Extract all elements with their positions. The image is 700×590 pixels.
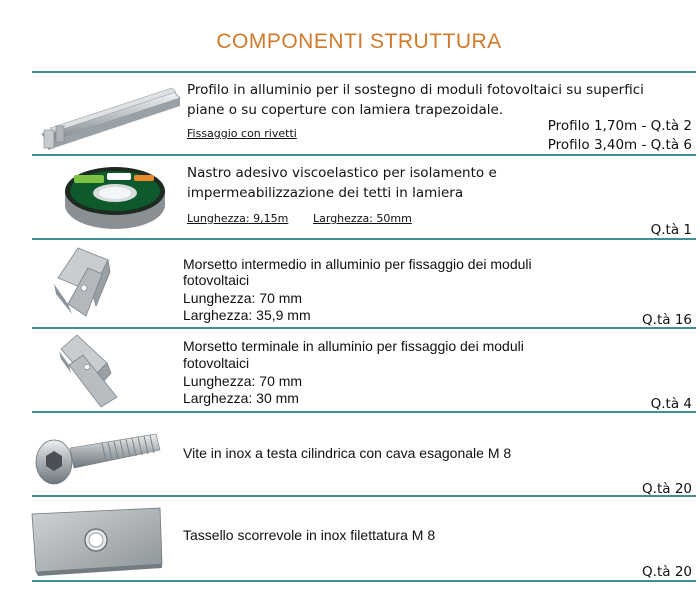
aluminium-rail-image <box>34 84 184 150</box>
middle-clamp-image <box>48 244 126 324</box>
quantity-label: Profilo 1,70m - Q.tà 2 <box>547 118 692 134</box>
quantity-label: Profilo 3,40m - Q.tà 6 <box>547 137 692 153</box>
item-line: Vite in inox a testa cilindrica con cava esagonale M 8 <box>183 445 512 461</box>
tape-roll-image <box>60 161 170 233</box>
item-note: Lunghezza: 9,15m <box>187 212 289 225</box>
divider <box>32 411 696 413</box>
quantity-label: Q.tà 16 <box>642 312 692 328</box>
quantity-label: Q.tà 1 <box>650 222 692 238</box>
item-description: Profilo in alluminio per il sostegno di moduli fotovoltaici su superfici piane o su coperture con lamiera trapezoidale. <box>187 82 644 118</box>
quantity-label: Q.tà 20 <box>642 481 692 497</box>
item-line: Tassello scorrevole in inox filettatura M 8 <box>183 527 436 543</box>
item-line: fotovoltaici <box>183 355 250 371</box>
item-note: Fissaggio con rivetti <box>187 127 297 140</box>
item-line: Larghezza: 30 mm <box>183 390 299 406</box>
divider <box>32 580 696 582</box>
page-title: COMPONENTI STRUTTURA <box>216 30 502 53</box>
item-note: Larghezza: 50mm <box>313 212 412 225</box>
threaded-plate-image <box>28 506 166 576</box>
divider <box>32 327 696 329</box>
divider <box>32 71 696 73</box>
divider <box>32 238 696 240</box>
item-line: Morsetto intermedio in alluminio per fissaggio dei moduli <box>183 256 532 272</box>
item-line: Lunghezza: 70 mm <box>183 373 303 389</box>
item-description: Nastro adesivo viscoelastico per isolamento e impermeabilizzazione dei tetti in lamiera <box>187 165 497 201</box>
end-clamp-image <box>55 331 125 409</box>
divider <box>32 154 696 156</box>
item-line: Larghezza: 35,9 mm <box>183 307 311 323</box>
divider <box>32 495 696 497</box>
item-line: fotovoltaici <box>183 272 250 288</box>
hex-bolt-image <box>32 428 164 490</box>
quantity-label: Q.tà 20 <box>642 564 692 580</box>
item-line: Lunghezza: 70 mm <box>183 290 303 306</box>
item-line: Morsetto terminale in alluminio per fissaggio dei moduli <box>183 338 524 354</box>
quantity-label: Q.tà 4 <box>650 396 692 412</box>
